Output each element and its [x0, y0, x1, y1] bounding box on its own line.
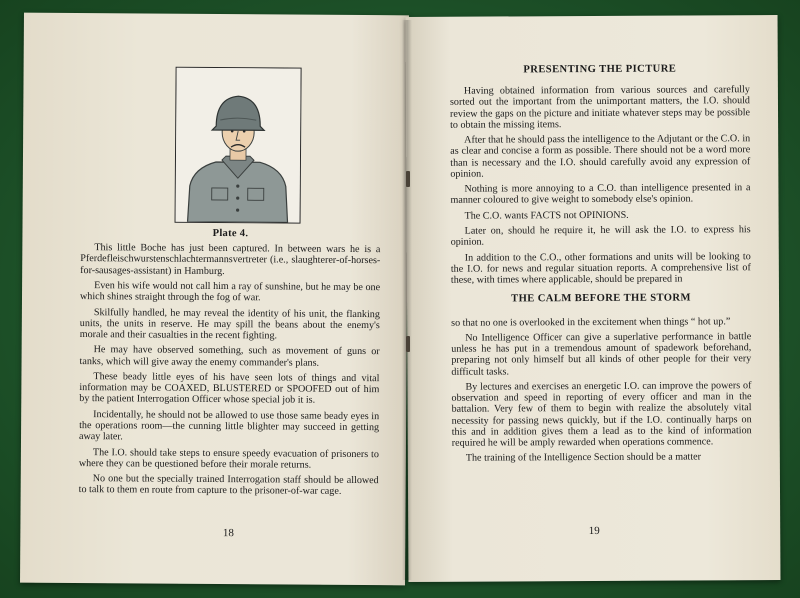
left-text-column [79, 227, 381, 502]
staple-icon [406, 336, 410, 352]
paragraph: By lectures and exercises an energetic I.O. can improve the powers of observation and speed in reporting of every officer and man in the battalion. Very few of them to begin with realize the absolutely vital necessity for passing news quickly, but if the I.O. continually harps on this and in addition gives them a lead as to the kind of information required he will be amply rewarded when operations commence. [451, 380, 752, 449]
paragraph: The C.O. wants FACTS not OPINIONS. [464, 209, 629, 222]
paragraph: Nothing is more annoying to a C.O. than intelligence presented in a manner coloured to give weight to somebody else's opinion. [450, 182, 751, 207]
book-gutter [402, 20, 412, 580]
paragraph: so that no one is overlooked in the excitement when things “ hot up.” [451, 315, 731, 329]
paragraph: The training of the Intelligence Section should be a matter [465, 451, 702, 465]
open-booklet [10, 6, 786, 591]
right-page [406, 15, 781, 582]
paragraph: After that he should pass the intelligence to the Adjutant or the C.O. in as clear and concise a form as possible. There should not be a word more than is necessary and the I.O. should carefully avoid any expression of opinion. [450, 133, 751, 180]
left-page [20, 13, 409, 586]
captured-soldier-icon [176, 68, 301, 223]
paragraph: In addition to the C.O., other formations and units will be looking to the I.O. for news and regular situation reports. A comprehensive list of these, with times where applicable, should be prepared in [450, 250, 751, 286]
section-heading: THE CALM BEFORE THE STORM [511, 292, 691, 305]
paragraph: Having obtained information from various sources and carefully sorted out the important from the unimportant matters, the I.O. should review the gaps on the picture and initiate whatever steps may be possible to obtain the missing items. [449, 84, 751, 131]
paragraph: Skilfully handled, he may reveal the identity of his unit, the flanking units, the units in reserve. He may spill the beans about the enemy's morale and their casualties in the recent fighting. [79, 306, 380, 342]
section-heading: PRESENTING THE PICTURE [523, 63, 677, 76]
paragraph: No one but the specially trained Interrogation staff should be allowed to talk to them en route from capture to the prisoner-of-war cage. [78, 473, 379, 498]
paragraph: Later on, should he require it, he will ask the I.O. to express his opinion. [450, 224, 751, 249]
page-number-right: 19 [588, 524, 600, 538]
page-number-left: 18 [222, 527, 234, 540]
paragraph: He may have observed something, such as movement of guns or tanks, which will give away the enemy commander's plans. [79, 344, 380, 369]
paragraph: Even his wife would not call him a ray of sunshine, but he may be one which shines straight through the fog of war. [79, 280, 381, 304]
plate-illustration [175, 67, 302, 224]
plate-title: Plate 4. [212, 227, 249, 240]
paragraph: No Intelligence Officer can give a superlative performance in battle unless he has put in a tremendous amount of spadework beforehand, preparing not only himself but all kinds of other people for their very difficult tasks. [451, 331, 752, 378]
paragraph: This little Boche has just been captured. In between wars he is a Pferdefleischwurstenschlachtermannsvertreter (i.e., slaughterer-of-horses-for-sausages-assistant) in Hamburg. [80, 242, 381, 277]
staple-icon [406, 171, 410, 187]
right-text-column [450, 63, 752, 468]
paragraph: Incidentally, he should not be allowed to use those same beady eyes in the operations room—the cunning little blighter may succeed in getting away later. [78, 408, 380, 443]
paragraph: The I.O. should take steps to ensure speedy evacuation of prisoners to where they can be questioned before their morale returns. [78, 446, 379, 471]
paragraph: These beady little eyes of his have seen lots of things and vital information may be COAXED, BLUSTERED or SPOOFED out of him by the patient Interrogation Officer whose special job it is. [79, 371, 380, 407]
